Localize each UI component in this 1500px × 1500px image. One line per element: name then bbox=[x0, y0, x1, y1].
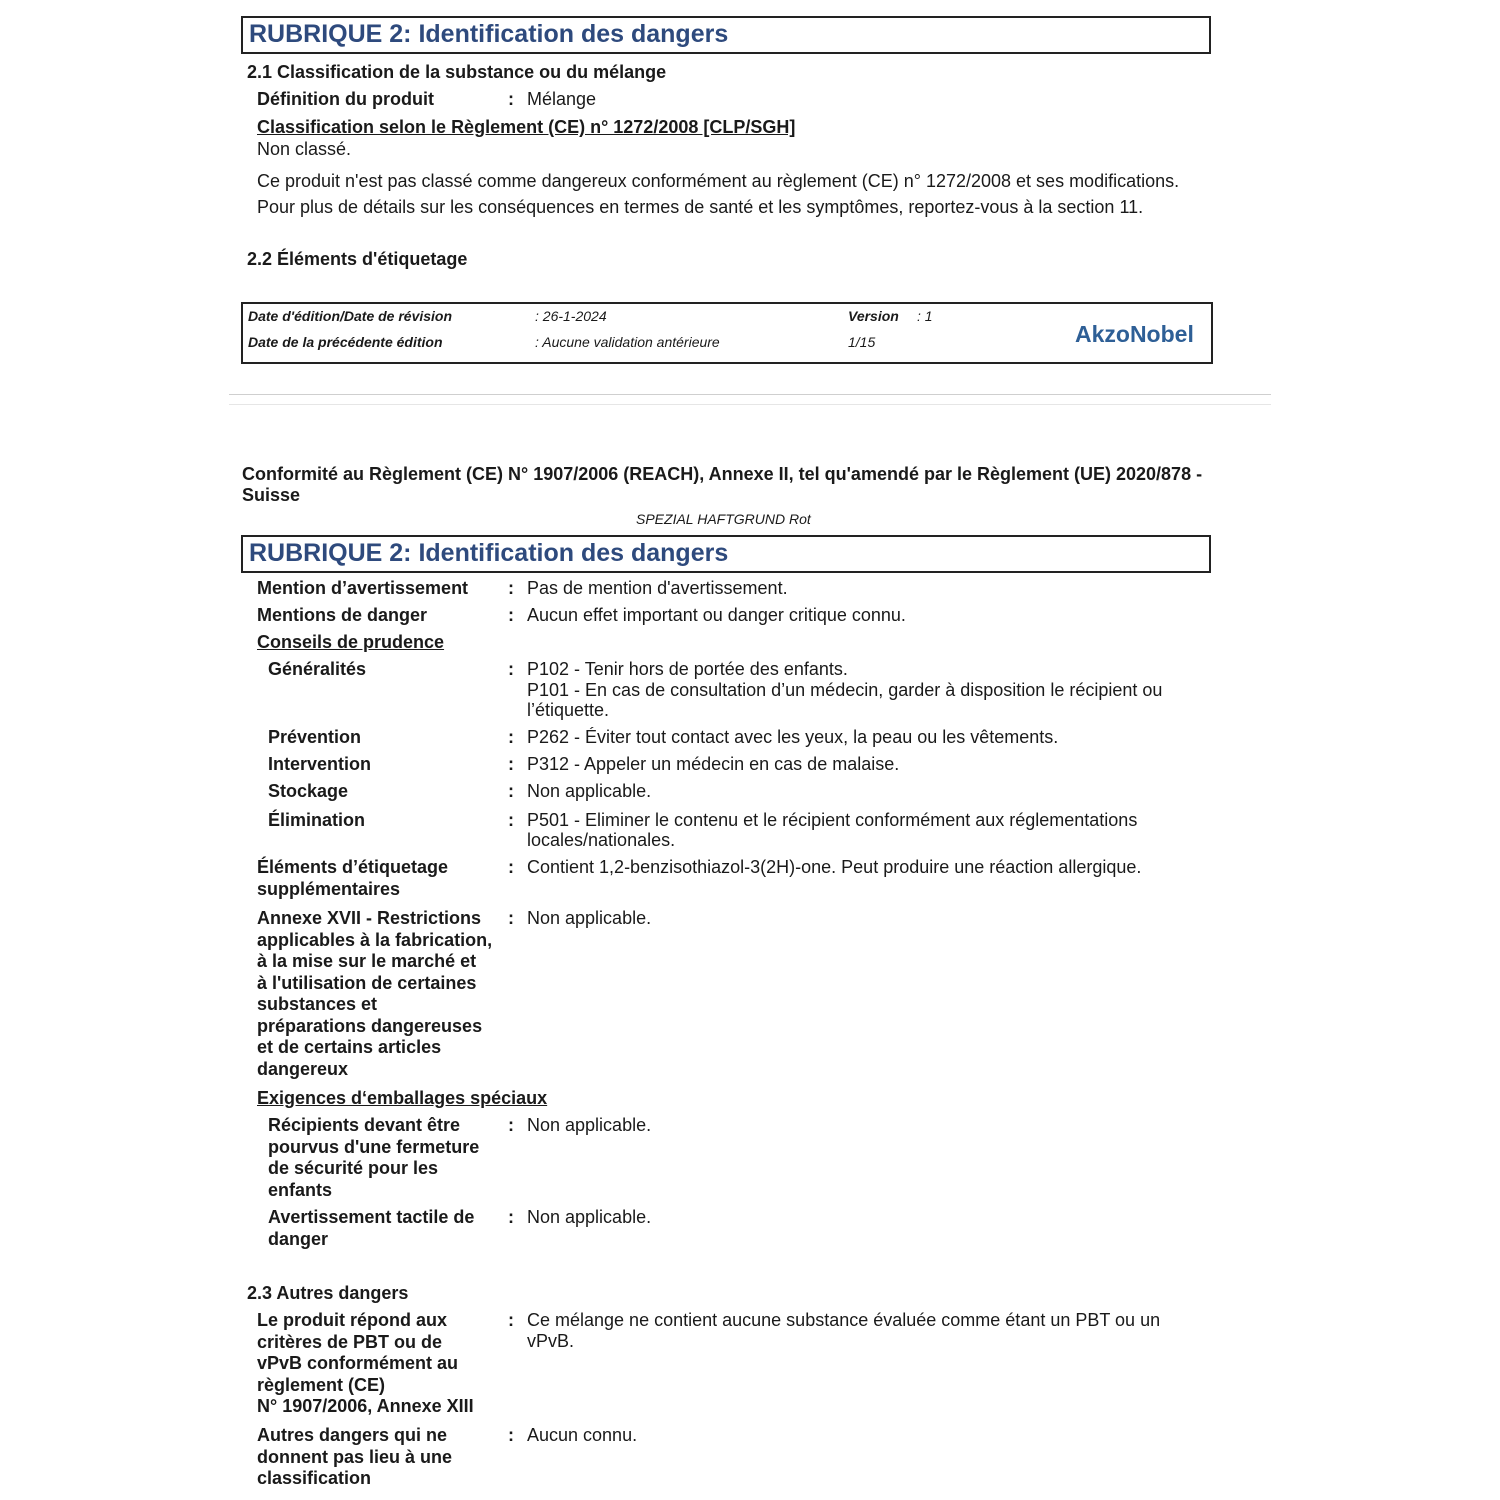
conformity-line-1: Conformité au Règlement (CE) N° 1907/2006 (REACH), Annexe II, tel qu'amendé par le Règlement (UE) 2020/878 - bbox=[242, 464, 1203, 484]
colon: : bbox=[508, 727, 514, 747]
colon: : bbox=[508, 857, 514, 877]
subsection-2-1: 2.1 Classification de la substance ou du mélange bbox=[247, 62, 667, 82]
colon: : bbox=[508, 754, 514, 774]
packaging-heading: Exigences d‘emballages spéciaux bbox=[257, 1088, 548, 1108]
version-value: : 1 bbox=[917, 308, 933, 324]
section-title-1: RUBRIQUE 2: Identification des dangers bbox=[249, 20, 729, 48]
akzonobel-logo: AkzoNobel bbox=[1075, 321, 1194, 347]
label-line: Avertissement tactile de bbox=[268, 1207, 475, 1227]
label-line: substances et bbox=[257, 994, 378, 1014]
signal-word-label: Mention d’avertissement bbox=[257, 578, 469, 598]
version-label: Version bbox=[848, 308, 899, 324]
hazard-statements-value: Aucun effet important ou danger critique connu. bbox=[527, 605, 906, 625]
other-hazards-value: Aucun connu. bbox=[527, 1425, 638, 1445]
colon: : bbox=[508, 781, 514, 801]
section-title-2: RUBRIQUE 2: Identification des dangers bbox=[249, 539, 729, 567]
label-line: Autres dangers qui ne bbox=[257, 1425, 448, 1445]
general-label: Généralités bbox=[268, 659, 367, 679]
colon: : bbox=[508, 578, 514, 598]
response-label: Intervention bbox=[268, 754, 372, 774]
storage-value: Non applicable. bbox=[527, 781, 652, 801]
hazard-statements-label: Mentions de danger bbox=[257, 605, 428, 625]
annex-xvii-value: Non applicable. bbox=[527, 908, 652, 928]
label-line: de sécurité pour les bbox=[268, 1158, 439, 1178]
signal-word-value: Pas de mention d'avertissement. bbox=[527, 578, 788, 598]
disposal-label: Élimination bbox=[268, 810, 366, 830]
page-number: 1/15 bbox=[848, 334, 876, 350]
previous-edition-label: Date de la précédente édition bbox=[248, 334, 443, 350]
colon: : bbox=[508, 1115, 514, 1135]
edition-date-label: Date d'édition/Date de révision bbox=[248, 308, 453, 324]
section-header-box-2 bbox=[241, 535, 1211, 573]
colon: : bbox=[508, 908, 514, 928]
child-closure-label bbox=[268, 1115, 479, 1201]
supplemental-label-2: supplémentaires bbox=[257, 879, 401, 899]
colon: : bbox=[508, 1310, 514, 1330]
product-name: SPEZIAL HAFTGRUND Rot bbox=[636, 511, 811, 527]
tactile-warning-value: Non applicable. bbox=[527, 1207, 652, 1227]
pbt-value-1: Ce mélange ne contient aucune substance évaluée comme étant un PBT ou un bbox=[527, 1310, 1161, 1330]
colon: : bbox=[508, 659, 514, 679]
label-line: règlement (CE) bbox=[257, 1374, 386, 1395]
classification-heading: Classification selon le Règlement (CE) n° 1272/2008 [CLP/SGH] bbox=[257, 117, 796, 137]
colon: : bbox=[508, 810, 514, 830]
pbt-value-2: vPvB. bbox=[527, 1331, 575, 1351]
label-line: pourvus d'une fermeture bbox=[268, 1136, 480, 1157]
label-line: applicables à la fabrication, bbox=[257, 929, 493, 950]
colon: : bbox=[508, 1207, 514, 1227]
label-line: Annexe XVII - Restrictions bbox=[257, 908, 482, 928]
general-value-1: P102 - Tenir hors de portée des enfants. bbox=[527, 659, 848, 679]
label-line: critères de PBT ou de bbox=[257, 1331, 443, 1352]
tactile-warning-label bbox=[268, 1207, 474, 1250]
product-definition-label: Définition du produit bbox=[257, 89, 434, 109]
not-classified-text: Non classé. bbox=[257, 139, 352, 159]
supplemental-label-1: Éléments d’étiquetage bbox=[257, 857, 449, 877]
child-closure-value: Non applicable. bbox=[527, 1115, 652, 1135]
colon: : bbox=[508, 89, 514, 109]
supplemental-value: Contient 1,2-benzisothiazol-3(2H)-one. Peut produire une réaction allergique. bbox=[527, 857, 1142, 877]
label-line: classification bbox=[257, 1468, 372, 1488]
other-hazards-label bbox=[257, 1425, 452, 1490]
label-line: danger bbox=[268, 1228, 329, 1249]
label-line: dangereux bbox=[257, 1058, 349, 1079]
label-line: enfants bbox=[268, 1179, 333, 1200]
label-line: donnent pas lieu à une bbox=[257, 1446, 453, 1467]
label-line: N° 1907/2006, Annexe XIII bbox=[257, 1396, 474, 1416]
label-line: vPvB conformément au bbox=[257, 1353, 459, 1373]
section-header-box-1 bbox=[241, 16, 1211, 54]
page-footer bbox=[241, 302, 1213, 364]
prevention-label: Prévention bbox=[268, 727, 362, 747]
subsection-2-3: 2.3 Autres dangers bbox=[247, 1283, 409, 1303]
page-separator bbox=[229, 394, 1271, 395]
label-line: à la mise sur le marché et bbox=[257, 951, 477, 971]
label-line: Récipients devant être bbox=[268, 1115, 461, 1135]
conformity-line-2: Suisse bbox=[242, 485, 301, 505]
classification-paragraph-line-2: Pour plus de détails sur les conséquences en termes de santé et les symptômes, reportez-vous à la section 11. bbox=[257, 197, 1144, 217]
storage-label: Stockage bbox=[268, 781, 349, 801]
subsection-2-2: 2.2 Éléments d'étiquetage bbox=[247, 249, 468, 269]
disposal-value-1: P501 - Eliminer le contenu et le récipient conformément aux réglementations bbox=[527, 810, 1138, 830]
pbt-label bbox=[257, 1310, 474, 1418]
label-line: Le produit répond aux bbox=[257, 1310, 448, 1330]
edition-date-value: : 26-1-2024 bbox=[535, 308, 607, 324]
label-line: à l'utilisation de certaines bbox=[257, 972, 477, 993]
previous-edition-value: : Aucune validation antérieure bbox=[535, 334, 720, 350]
label-line: préparations dangereuses bbox=[257, 1015, 483, 1036]
classification-paragraph-line-1: Ce produit n'est pas classé comme dangereux conformément au règlement (CE) n° 1272/2008 et ses modifications. bbox=[257, 171, 1180, 191]
precautionary-heading: Conseils de prudence bbox=[257, 632, 445, 652]
product-definition-value: Mélange bbox=[527, 89, 597, 109]
prevention-value: P262 - Éviter tout contact avec les yeux, la peau ou les vêtements. bbox=[527, 727, 1059, 747]
colon: : bbox=[508, 1425, 514, 1445]
response-value: P312 - Appeler un médecin en cas de malaise. bbox=[527, 754, 900, 774]
page-separator-shadow bbox=[229, 404, 1271, 405]
label-line: et de certains articles bbox=[257, 1037, 442, 1057]
annex-xvii-label bbox=[257, 908, 492, 1080]
colon: : bbox=[508, 605, 514, 625]
disposal-value-2: locales/nationales. bbox=[527, 830, 676, 850]
general-value-3: l’étiquette. bbox=[527, 700, 610, 720]
general-value-2: P101 - En cas de consultation d’un médecin, garder à disposition le récipient ou bbox=[527, 680, 1163, 700]
